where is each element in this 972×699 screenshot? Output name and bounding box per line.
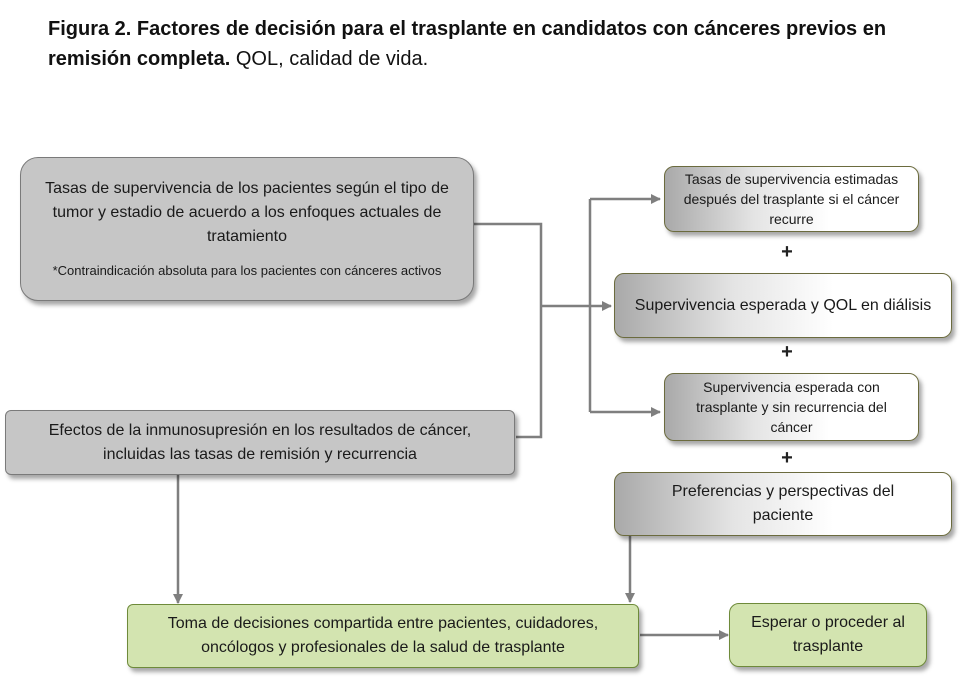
box-shared-decision-text: Toma de decisiones compartida entre pacientes, cuidadores, oncólogos y profesionales de la salud de trasplante — [167, 615, 599, 656]
box-preferences-text: Preferencias y perspectivas del paciente — [671, 483, 895, 524]
caption-rest: QOL, calidad de vida. — [230, 48, 429, 70]
box-est-survival-recur-text: Tasas de supervivencia estimadas después del trasplante si el cáncer recurre — [683, 171, 900, 227]
box-transplant-no-recur-text: Supervivencia esperada con trasplante y sin recurrencia del cáncer — [696, 379, 887, 435]
box-survival-rates — [20, 157, 474, 301]
box-dialysis-text: Supervivencia esperada y QOL en diálisis — [634, 296, 932, 314]
box-survival-rates-text: Tasas de supervivencia de los pacientes según el tipo de tumor y estadio de acuerdo a los enfoques actuales de tratamiento — [45, 180, 449, 245]
plus-sign-3: + — [781, 447, 793, 469]
box-outcome — [729, 603, 927, 667]
box-transplant-no-recur — [664, 373, 919, 441]
box-preferences — [614, 472, 952, 536]
box-shared-decision — [127, 604, 639, 668]
box-outcome-text: Esperar o proceder al trasplante — [751, 614, 905, 655]
box-est-survival-recur — [664, 166, 919, 232]
plus-sign-2: + — [781, 341, 793, 363]
box-immunosuppression — [5, 410, 515, 475]
box-immunosuppression-text: Efectos de la inmunosupresión en los resultados de cáncer, incluidas las tasas de remisión y recurrencia — [48, 421, 472, 463]
connector-survival-to-junction — [474, 224, 541, 437]
plus-sign-1: + — [781, 241, 793, 263]
caption-bold: Figura 2. Factores de decisión para el trasplante en candidatos con cánceres previos en remisión completa. — [48, 18, 887, 70]
box-dialysis — [614, 273, 952, 338]
box-survival-rates-note: *Contraindicación absoluta para los pacientes con cánceres activos — [52, 263, 442, 278]
